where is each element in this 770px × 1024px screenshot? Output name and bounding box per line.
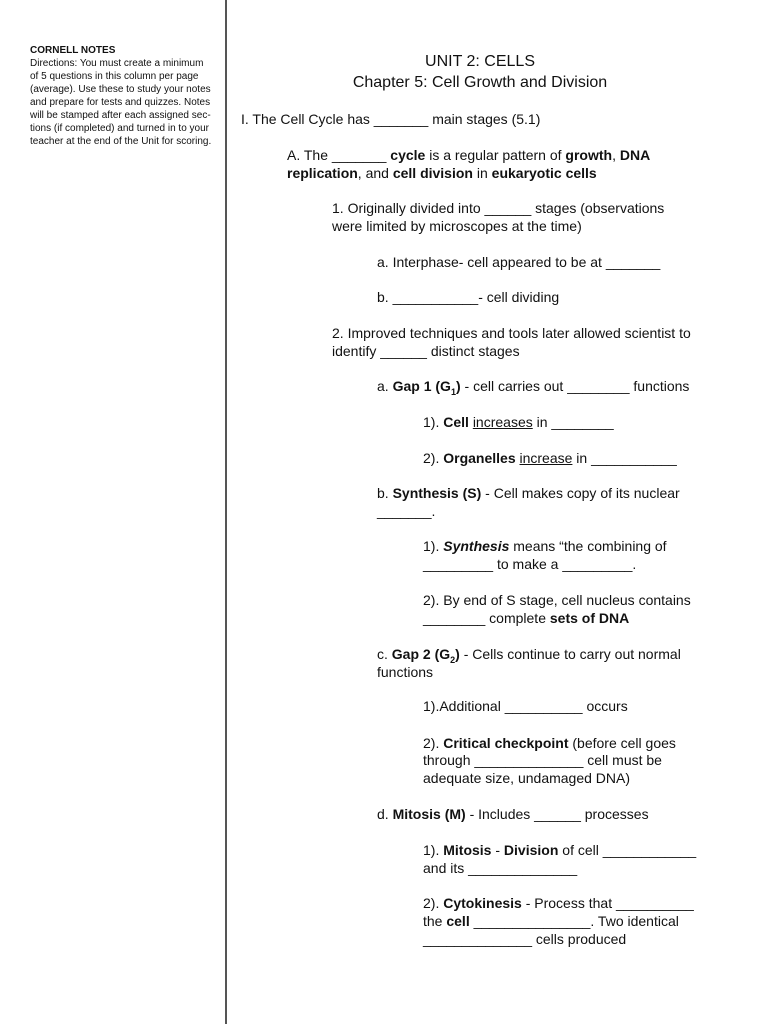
outline-1b: b. ___________- cell dividing: [377, 289, 560, 305]
outline-gap1-1: [423, 414, 614, 431]
term-cell: cell: [446, 913, 470, 929]
term-critical-checkpoint: Critical checkpoint: [443, 735, 569, 751]
text: c.: [377, 646, 392, 662]
term-sets-of-dna: sets of DNA: [549, 610, 630, 626]
text: in ________: [532, 414, 614, 430]
term-mitosis: Mitosis: [443, 842, 492, 858]
term-synthesis-italic: Synthesis: [443, 538, 510, 554]
term-synthesis: Synthesis (S): [392, 485, 482, 501]
text: - Cell makes copy of its nuclear: [481, 485, 680, 501]
cornell-line: Directions: You must create a minimum: [30, 58, 204, 69]
outline-mitosis-2-line3: ______________ cells produced: [423, 931, 627, 947]
text: ): [455, 378, 461, 394]
page-header: [230, 51, 730, 93]
outline-mitosis-1-line2: and its ______________: [423, 860, 578, 876]
cornell-line: (average). Use these to study your notes: [30, 84, 211, 95]
text: A. The: [287, 147, 332, 163]
cornell-line: tions (if completed) and turned in to your: [30, 123, 209, 134]
outline-gap2-line2: functions: [377, 664, 434, 680]
text: 2).: [423, 450, 444, 466]
blank: _______: [331, 147, 387, 163]
subscript: 1: [450, 386, 456, 397]
text: ,: [612, 147, 620, 163]
text: ________ complete: [423, 610, 550, 626]
text: b.: [377, 485, 393, 501]
text: 1).: [423, 414, 444, 430]
term-cycle: cycle: [390, 147, 426, 163]
term-mitosis-m: Mitosis (M): [392, 806, 466, 822]
outline-i: [241, 111, 540, 128]
term-cytokinesis: Cytokinesis: [443, 895, 522, 911]
outline-gap2-2-line3: adequate size, undamaged DNA): [423, 770, 631, 786]
text: - Cells continue to carry out normal: [459, 646, 681, 662]
cornell-line: and prepare for tests and quizzes. Notes: [30, 97, 211, 108]
underlined-text: increases: [472, 414, 533, 430]
outline-synthesis-2-line1: 2). By end of S stage, cell nucleus contains: [423, 592, 691, 608]
outline-gap2-2-line2: through ______________ cell must be: [423, 752, 662, 768]
text: - Includes ______ processes: [465, 806, 649, 822]
chapter-title: Chapter 5: Cell Growth and Division: [352, 74, 608, 91]
outline-synthesis-line2: _______.: [377, 503, 436, 519]
text: of cell ____________: [558, 842, 697, 858]
outline-mitosis-2-line2: [423, 913, 679, 930]
outline-mitosis: [377, 806, 649, 823]
outline-1-line2: were limited by microscopes at the time): [332, 218, 582, 234]
outline-synthesis-line1: [377, 485, 680, 502]
text: I. The Cell Cycle has: [241, 111, 374, 127]
text: - Process that __________: [521, 895, 694, 911]
term-growth: growth: [565, 147, 613, 163]
term-cell: Cell: [443, 414, 469, 430]
outline-mitosis-1-line1: [423, 842, 696, 859]
term-division: Division: [503, 842, 559, 858]
text: -: [491, 842, 504, 858]
blank: _______: [373, 111, 429, 127]
term-gap2: Gap 2 (G: [391, 646, 451, 662]
outline-gap2-2-line1: [423, 735, 676, 752]
text: _______________. Two identical: [469, 913, 679, 929]
text: ): [455, 646, 460, 662]
text: in: [472, 165, 492, 181]
cornell-divider: [225, 0, 227, 1024]
text: (before cell goes: [568, 735, 676, 751]
text: 2).: [423, 895, 444, 911]
text: in ___________: [572, 450, 677, 466]
outline-mitosis-2-line1: [423, 895, 694, 912]
term-replication: replication: [287, 165, 358, 181]
unit-title: UNIT 2: CELLS: [425, 53, 535, 70]
subscript: 2: [450, 654, 456, 665]
term-gap1: Gap 1 (G: [392, 378, 451, 394]
outline-gap2-1: 1).Additional __________ occurs: [423, 698, 628, 714]
outline-gap1-2: [423, 450, 677, 467]
outline-synthesis-1-line2: _________ to make a _________.: [423, 556, 637, 572]
text: is a regular pattern of: [425, 147, 566, 163]
term-dna: DNA: [619, 147, 651, 163]
underlined-text: increase: [519, 450, 573, 466]
text: 2).: [423, 735, 444, 751]
text: 1).: [423, 538, 444, 554]
outline-a-line2: [287, 165, 597, 182]
text: main stages (5.1): [428, 111, 541, 127]
outline-2-line2: identify ______ distinct stages: [332, 343, 520, 359]
cornell-line: of 5 questions in this column per page: [30, 71, 199, 82]
text: a.: [377, 378, 393, 394]
cornell-title: CORNELL NOTES: [30, 45, 116, 56]
outline-gap1: [377, 378, 689, 401]
text: 1).: [423, 842, 444, 858]
cornell-line: will be stamped after each assigned sec-: [30, 110, 211, 121]
outline-synthesis-1-line1: [423, 538, 667, 555]
text: the: [423, 913, 447, 929]
term-eukaryotic: eukaryotic cells: [491, 165, 597, 181]
outline-2-line1: 2. Improved techniques and tools later allowed scientist to: [332, 325, 691, 341]
text: d.: [377, 806, 393, 822]
outline-synthesis-2-line2: [423, 610, 629, 627]
text: - cell carries out ________ functions: [460, 378, 690, 394]
outline-a-line1: [287, 147, 650, 164]
outline-1a: a. Interphase- cell appeared to be at _______: [377, 254, 661, 270]
cornell-directions: [30, 44, 220, 148]
outline-1-line1: 1. Originally divided into ______ stages (observations: [332, 200, 665, 216]
cornell-line: teacher at the end of the Unit for scoring.: [30, 136, 212, 147]
text: means “the combining of: [509, 538, 667, 554]
text: , and: [357, 165, 393, 181]
term-organelles: Organelles: [443, 450, 516, 466]
term-cell-division: cell division: [392, 165, 473, 181]
